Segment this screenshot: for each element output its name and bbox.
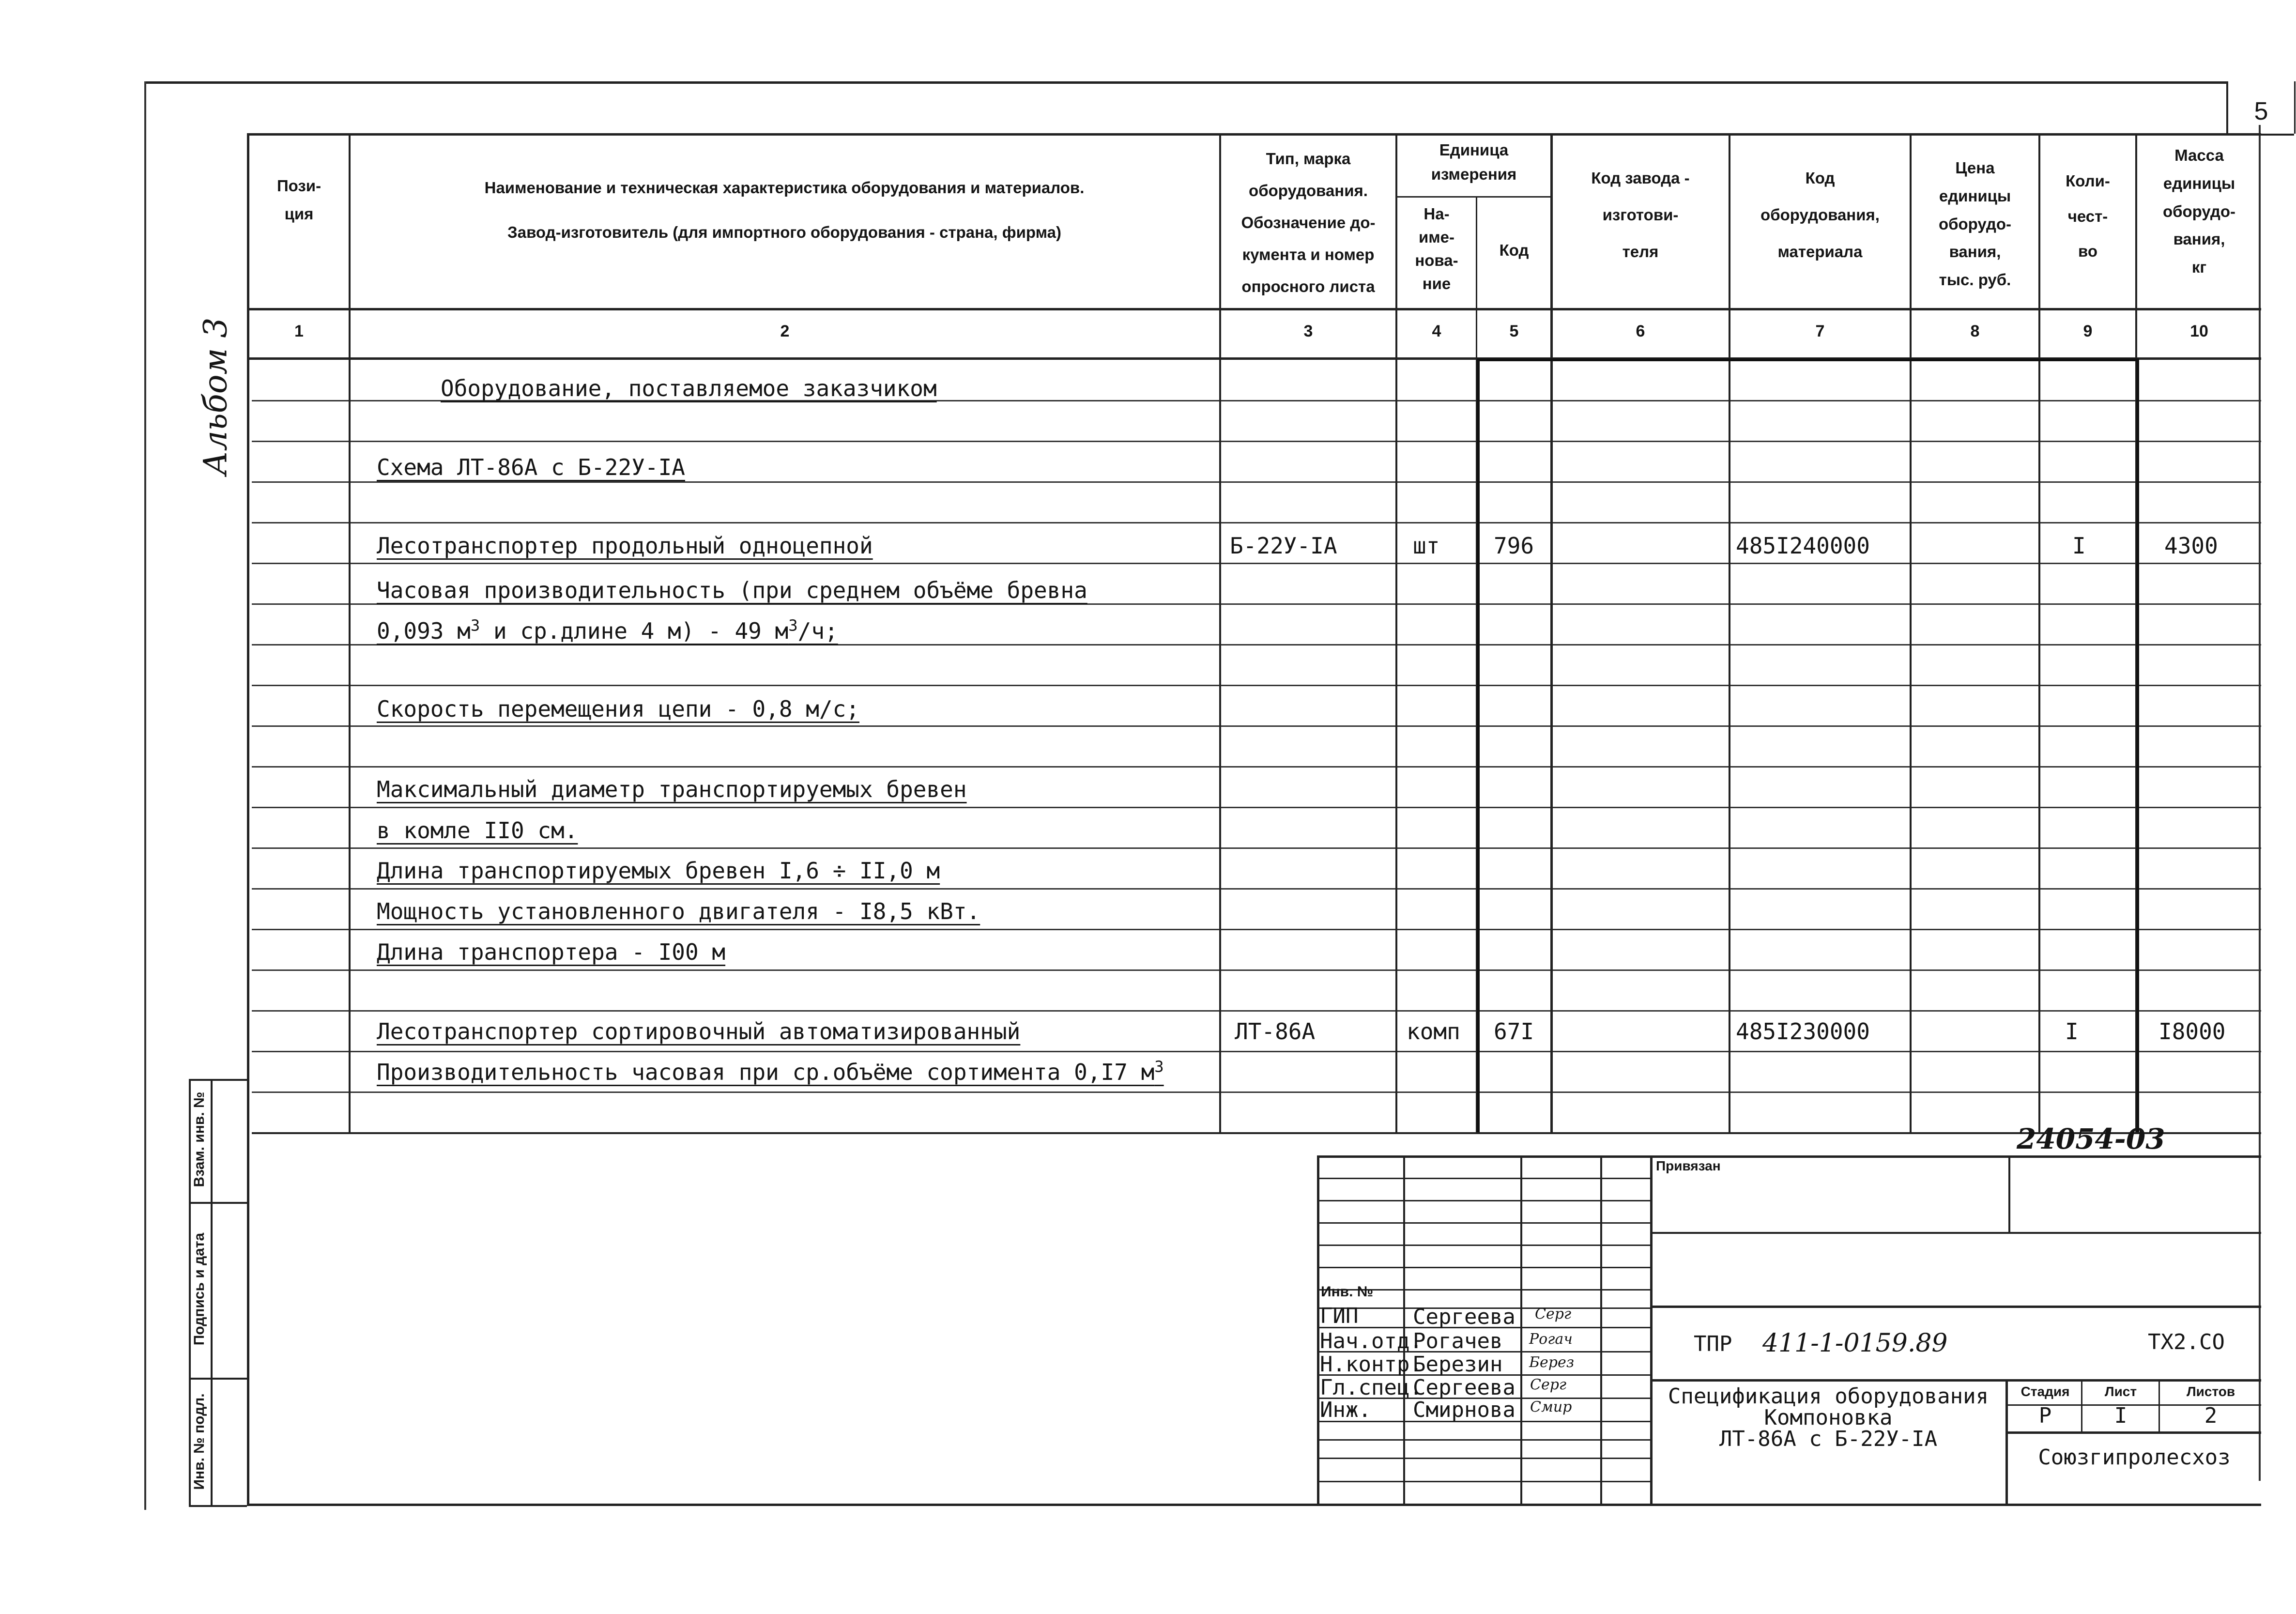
header-unit-code: Код (1499, 241, 1529, 259)
sheets-value: 2 (2204, 1403, 2218, 1428)
row-item-1-type: Б-22У-IА (1230, 533, 1337, 559)
col-number-4: 4 (1432, 322, 1441, 340)
organization: Союзгипролесхоз (2038, 1445, 2231, 1470)
col-number-5: 5 (1509, 322, 1519, 340)
staff-signature-2: Рогач (1529, 1331, 1573, 1348)
staff-signature-1: Серг (1535, 1306, 1572, 1322)
col-number-8: 8 (1970, 322, 1980, 340)
header-position: Пози- ция (276, 177, 321, 223)
row-item-2-name: Лесотранспортер сортировочный автоматизированный (377, 1018, 1021, 1045)
col-number-7: 7 (1815, 322, 1825, 340)
col-number-10: 10 (2190, 322, 2208, 340)
row-item-2-mass: I8000 (2158, 1018, 2226, 1045)
staff-signature-5: Смир (1530, 1399, 1572, 1415)
row-item-2-productivity: Производительность часовая при ср.объёме сортимента 0,I7 $м^3$ (377, 1057, 1164, 1085)
staff-role-2: Нач.отд. (1320, 1329, 1423, 1353)
header-plant-code: Код завода - изготови- теля (1591, 169, 1690, 261)
row-butt: в комле II0 см. (377, 817, 578, 844)
row-productivity-cont: 0,093 $м^3$ и ср.длине 4 м) - 49 $м^3/ч$; (377, 616, 838, 644)
stage-value: Р (2038, 1403, 2052, 1428)
staff-name-4: Сергеева (1413, 1375, 1515, 1400)
col-number-1: 1 (294, 322, 304, 340)
row-item-1-qty: I (2072, 533, 2086, 559)
project-code-prefix: ТПР (1694, 1332, 1732, 1356)
col-number-3: 3 (1303, 322, 1313, 340)
staff-role-4: Гл.спец. (1320, 1375, 1423, 1400)
sheets-label: Листов (2186, 1384, 2235, 1399)
header-price: Цена единицы оборудо- вания, тыс. руб. (1938, 159, 2012, 289)
sheet-number: 5 (2254, 97, 2268, 125)
side-label-vzam-inv: Взам. инв. № (191, 1091, 207, 1187)
row-item-1-unit: шт (1413, 533, 1440, 559)
sheet-value: I (2114, 1403, 2128, 1428)
col-number-2: 2 (780, 322, 790, 340)
header-unit-name: На- име- нова- ние (1415, 205, 1458, 292)
row-item-2-qty: I (2065, 1018, 2079, 1045)
row-item-2-unit: комп (1407, 1018, 1460, 1045)
row-motor-power: Мощность установленного двигателя - I8,5 кВт. (377, 898, 980, 924)
row-chain-speed: Скорость перемещения цепи - 0,8 м/с; (377, 696, 859, 722)
col-number-6: 6 (1636, 322, 1645, 340)
row-item-2-type: ЛТ-86А (1235, 1018, 1316, 1045)
privyazan-label: Привязан (1656, 1158, 1721, 1173)
row-item-1-equip-code: 485I240000 (1736, 533, 1870, 559)
side-label-inv-podl: Инв. № подл. (191, 1393, 207, 1490)
staff-name-2: Рогачев (1413, 1329, 1503, 1353)
inv-no-label: Инв. № (1321, 1284, 1374, 1300)
sheet-label: Лист (2104, 1384, 2137, 1399)
staff-role-5: Инж. (1320, 1398, 1371, 1422)
row-item-1-mass: 4300 (2164, 533, 2218, 559)
row-log-length: Длина транспортируемых бревен I,6 ÷ II,0 м (377, 858, 940, 884)
row-item-2-equip-code: 485I230000 (1736, 1018, 1870, 1045)
row-item-1-unit-code: 796 (1494, 533, 1534, 559)
project-code: 411-1-0159.89 (1762, 1329, 1948, 1358)
staff-name-1: Сергеева (1413, 1305, 1515, 1329)
staff-name-3: Березин (1413, 1352, 1503, 1377)
stage-label: Стадия (2020, 1384, 2070, 1399)
doc-id-handwritten: 24054-03 (2017, 1122, 2165, 1155)
row-item-2-unit-code: 67I (1494, 1018, 1534, 1045)
doc-title: Спецификация оборудования Компоновка ЛТ-86А с Б-22У-IА (1668, 1384, 1989, 1451)
header-qty: Коли- чест- во (2066, 172, 2110, 261)
staff-signature-3: Берез (1529, 1354, 1575, 1371)
album-mark: Альбом 3 (197, 317, 234, 476)
row-scheme: Схема ЛТ-86А с Б-22У-IА (377, 454, 685, 480)
row-max-diameter: Максимальный диаметр транспортируемых бревен (377, 776, 967, 802)
row-productivity: Часовая производительность (при среднем объёме бревна (377, 577, 1087, 603)
staff-role-1: ГИП (1320, 1304, 1359, 1328)
header-type: Тип, марка оборудования. Обозначение до- кумента и номер опросного листа (1241, 150, 1376, 295)
header-unit: Единица измерения (1431, 141, 1517, 183)
row-conveyor-length: Длина транспортера - I00 м (377, 939, 726, 965)
header-name: Наименование и техническая характеристика оборудования и материалов. Завод-изготовитель (для импортного оборудования - страна, фирма) (484, 179, 1085, 242)
row-item-1-name: Лесотранспортер продольный одноцепной (377, 533, 873, 559)
header-equip-code: Код оборудования, материала (1760, 169, 1880, 261)
staff-signature-4: Серг (1530, 1376, 1567, 1393)
row-section-title: Оборудование, поставляемое заказчиком (441, 375, 937, 401)
col-number-9: 9 (2083, 322, 2093, 340)
side-label-signature-date: Подпись и дата (191, 1232, 207, 1346)
staff-name-5: Смирнова (1413, 1398, 1515, 1422)
sheet-code: ТХ2.СО (2148, 1330, 2225, 1354)
staff-role-3: Н.контр. (1320, 1352, 1423, 1377)
header-mass: Масса единицы оборудо- вания, кг (2162, 146, 2236, 276)
